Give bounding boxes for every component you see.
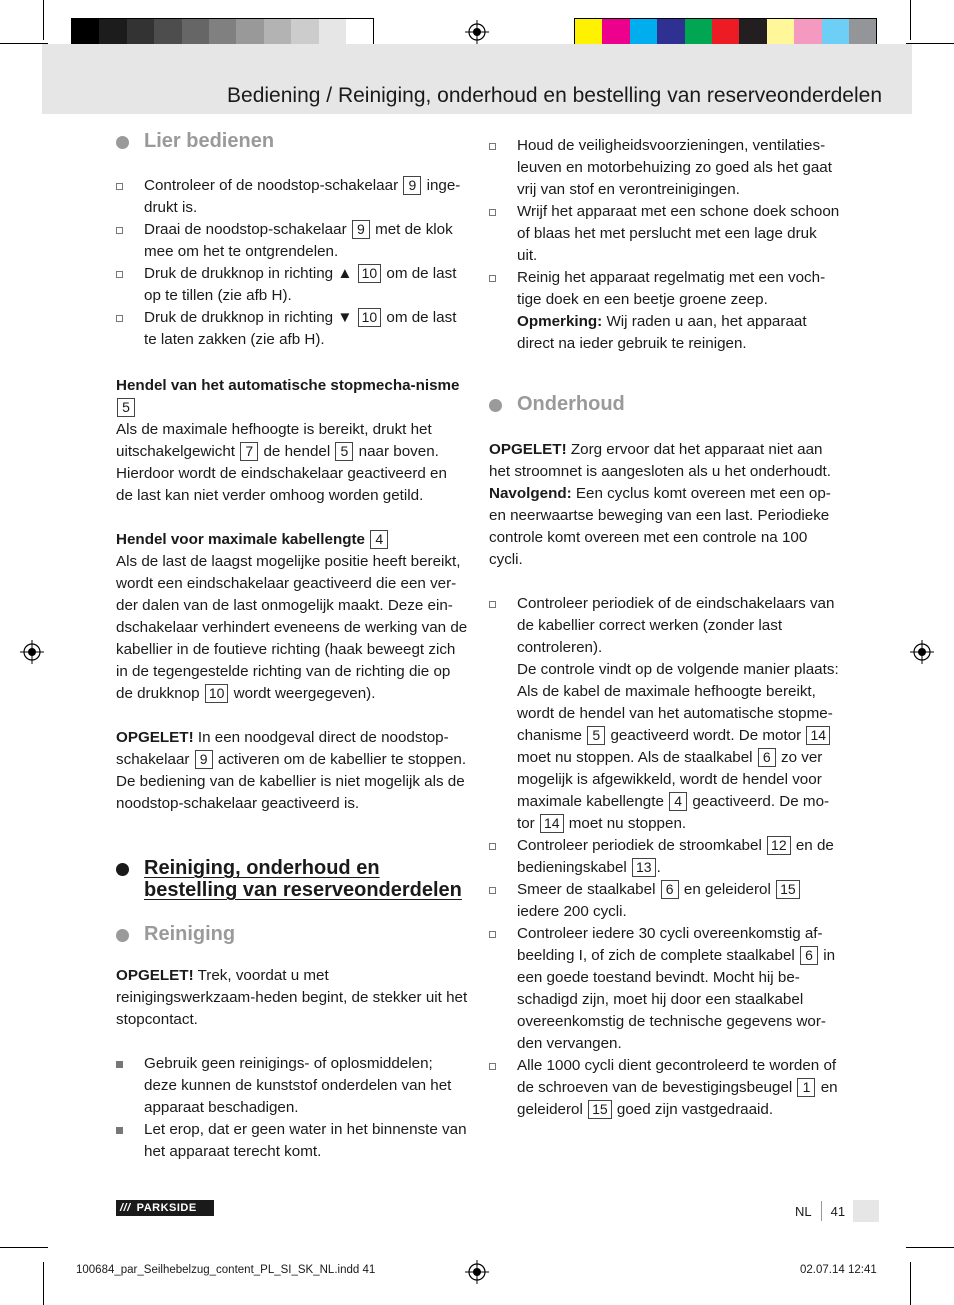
color-swatch xyxy=(346,19,373,47)
section-heading-onderhoud: Onderhoud xyxy=(489,393,841,415)
language-code: NL xyxy=(795,1203,812,1219)
part-number: 9 xyxy=(352,220,370,239)
color-swatch xyxy=(182,19,209,47)
color-swatch xyxy=(575,19,602,47)
color-swatch xyxy=(72,19,99,47)
list-item: Controleer iedere 30 cycli overeenkomstig af-beelding I, of zich de complete staalkabel 6 in een goede toestand bevindt. Mocht hij be-schadigd zijn, moet hij door een staalkabel overeenkomstig de technische gegevens wor-den vervangen. xyxy=(489,923,841,1055)
page-number-box xyxy=(795,1200,879,1222)
part-number: 10 xyxy=(358,264,382,283)
crop-mark xyxy=(910,0,911,40)
crop-mark xyxy=(906,43,954,44)
color-swatch xyxy=(794,19,821,47)
crop-mark xyxy=(0,43,48,44)
part-number: 4 xyxy=(669,792,687,811)
part-number: 1 xyxy=(797,1078,815,1097)
page-number: 41 xyxy=(830,1203,846,1219)
crop-mark xyxy=(43,1262,44,1305)
warning-paragraph: OPGELET! Zorg ervoor dat het apparaat niet aan het stroomnet is aangesloten als u het onderhoudt. Navolgend: Een cyclus komt overeen met een op- en neerwaartse beweging van een last. Periodieke controle komt overeen met een controle na 100 cycli. xyxy=(489,441,831,568)
page-title: Bediening / Reiniging, onderhoud en bestelling van reserveonderdelen xyxy=(227,84,882,107)
part-number: 6 xyxy=(661,880,679,899)
left-column xyxy=(116,130,468,1163)
color-swatch xyxy=(739,19,766,47)
crop-mark xyxy=(906,1247,954,1248)
bullet-dot-icon xyxy=(116,136,129,149)
part-number: 10 xyxy=(205,684,229,703)
hendel1-paragraph: Hendel van het automatische stopmecha-nisme 5 Als de maximale hefhoogte is bereikt, drukt het uitschakelgewicht 7 de hendel 5 naar boven. Hierdoor wordt de eindschakelaar geactiveerd en de last kan niet verder omhoog worden getild. xyxy=(116,377,460,504)
checkbox-bullet-icon xyxy=(489,143,496,150)
color-swatch xyxy=(319,19,346,47)
part-number: 14 xyxy=(806,726,830,745)
color-swatch xyxy=(849,19,876,47)
section-heading-lier: Lier bedienen xyxy=(116,130,468,152)
color-swatch xyxy=(767,19,794,47)
checkbox-bullet-icon xyxy=(116,315,123,322)
part-number: 15 xyxy=(588,1100,612,1119)
square-bullet-icon xyxy=(116,1061,123,1068)
list-item: Controleer periodiek de stroomkabel 12 en de bedieningskabel 13 . xyxy=(489,835,841,879)
checkbox-bullet-icon xyxy=(489,601,496,608)
part-number: 14 xyxy=(540,814,564,833)
color-swatch xyxy=(630,19,657,47)
lier-list xyxy=(116,175,468,351)
color-swatch xyxy=(127,19,154,47)
list-item: Gebruik geen reinigings- of oplosmiddelen; deze kunnen de kunststof onderdelen van het apparaat beschadigen. xyxy=(116,1053,468,1119)
registration-mark-icon xyxy=(20,640,44,664)
right-column xyxy=(489,135,841,1121)
maintenance-list xyxy=(489,593,841,1121)
registration-mark-icon xyxy=(465,1260,489,1284)
color-swatch xyxy=(291,19,318,47)
color-swatch xyxy=(264,19,291,47)
checkbox-bullet-icon xyxy=(116,227,123,234)
section-heading-reiniging: Reiniging xyxy=(116,923,468,945)
checkbox-bullet-icon xyxy=(116,183,123,190)
part-number: 4 xyxy=(370,530,388,549)
brand-logo: /// PARKSIDE xyxy=(116,1200,214,1216)
checkbox-bullet-icon xyxy=(489,843,496,850)
part-number: 12 xyxy=(767,836,791,855)
color-swatch xyxy=(685,19,712,47)
list-item: Controleer of de noodstop-schakelaar 9 inge-drukt is. xyxy=(116,175,468,219)
warning-paragraph: OPGELET! Trek, voordat u met reinigingswerkzaam-heden begint, de stekker uit het stopcontact. xyxy=(116,967,468,1028)
part-number: 5 xyxy=(117,398,135,417)
bullet-dot-icon xyxy=(116,863,129,876)
checkbox-bullet-icon xyxy=(116,271,123,278)
color-swatch xyxy=(602,19,629,47)
part-number: 10 xyxy=(358,308,382,327)
part-number: 6 xyxy=(800,946,818,965)
color-swatch xyxy=(236,19,263,47)
section-heading-reiniging-main: Reiniging, onderhoud en bestelling van reserveonderdelen xyxy=(116,857,468,901)
square-bullet-icon xyxy=(116,1127,123,1134)
part-number: 7 xyxy=(240,442,258,461)
crop-mark xyxy=(43,0,44,40)
bullet-dot-icon xyxy=(116,929,129,942)
list-item: Wrijf het apparaat met een schone doek schoon of blaas het met perslucht met een lage druk uit. xyxy=(489,201,841,267)
list-item: Druk de drukknop in richting ▼ 10 om de last te laten zakken (zie afb H). xyxy=(116,307,468,351)
list-item: Houd de veiligheidsvoorzieningen, ventilaties-leuven en motorbehuizing zo goed als het gaat vrij van stof en verontreinigingen. xyxy=(489,135,841,201)
color-swatch xyxy=(154,19,181,47)
color-swatch xyxy=(712,19,739,47)
checkbox-bullet-icon xyxy=(489,931,496,938)
color-swatch xyxy=(657,19,684,47)
checkbox-bullet-icon xyxy=(489,275,496,282)
warning-paragraph: OPGELET! In een noodgeval direct de noodstop-schakelaar 9 activeren om de kabellier te stoppen. De bediening van de kabellier is niet mogelijk als de noodstop-schakelaar geactiveerd is. xyxy=(116,729,467,812)
part-number: 5 xyxy=(587,726,605,745)
list-item: Draai de noodstop-schakelaar 9 met de klok mee om het te ontgrendelen. xyxy=(116,219,468,263)
list-item: Controleer periodiek of de eindschakelaars van de kabellier correct werken (zonder last controleren). De controle vindt op de volgende manier plaats: Als de kabel de maximale hefhoogte bereikt, wordt de hendel van het automatische stopme-chanisme 5 geactiveerd wordt. De motor 14 moet nu stoppen. Als de staalkabel 6 zo ver mogelijk is afgewikkeld, wordt de hendel voor maximale kabellengte 4 geactiveerd. De mo-tor 14 moet nu stoppen. xyxy=(489,593,841,835)
part-number: 6 xyxy=(758,748,776,767)
color-swatch xyxy=(99,19,126,47)
part-number: 15 xyxy=(776,880,800,899)
checkbox-bullet-icon xyxy=(489,887,496,894)
cleaning-list xyxy=(489,135,841,355)
list-item: Smeer de staalkabel 6 en geleiderol 15 iedere 200 cycli. xyxy=(489,879,841,923)
list-item: Alle 1000 cycli dient gecontroleerd te worden of de schroeven van de bevestigingsbeugel 1 en geleiderol 15 goed zijn vastgedraaid. xyxy=(489,1055,841,1121)
slug-date: 02.07.14 12:41 xyxy=(800,1264,877,1276)
part-number: 13 xyxy=(632,858,656,877)
crop-mark xyxy=(910,1262,911,1305)
bullet-dot-icon xyxy=(489,399,502,412)
list-item: Let erop, dat er geen water in het binnenste van het apparaat terecht komt. xyxy=(116,1119,468,1163)
reiniging-list xyxy=(116,1053,468,1163)
list-item: Reinig het apparaat regelmatig met een voch-tige doek en een beetje groene zeep. Opmerking: Wij raden u aan, het apparaat direct na ieder gebruik te reinigen. xyxy=(489,267,841,355)
list-item: Druk de drukknop in richting ▲ 10 om de last op te tillen (zie afb H). xyxy=(116,263,468,307)
color-swatch xyxy=(822,19,849,47)
part-number: 9 xyxy=(403,176,421,195)
checkbox-bullet-icon xyxy=(489,209,496,216)
color-swatch xyxy=(209,19,236,47)
hendel2-paragraph: Hendel voor maximale kabellengte 4 Als de last de laagst mogelijke positie heeft bereikt, wordt een eindschakelaar geactiveerd die een ver-der dalen van de last onmogelijk maakt. Deze ein-dschakelaar verhindert eveneens de werking van de kabellier in de foutieve richting (haak beweegt zich in de tegengestelde richting van de richting die op de drukknop 10 wordt weergegeven). xyxy=(116,531,468,702)
slug-file: 100684_par_Seilhebelzug_content_PL_SI_SK_NL.indd 41 xyxy=(76,1264,376,1276)
registration-mark-icon xyxy=(465,20,489,44)
crop-mark xyxy=(0,1247,48,1248)
part-number: 9 xyxy=(195,750,213,769)
registration-mark-icon xyxy=(910,640,934,664)
part-number: 5 xyxy=(335,442,353,461)
checkbox-bullet-icon xyxy=(489,1063,496,1070)
